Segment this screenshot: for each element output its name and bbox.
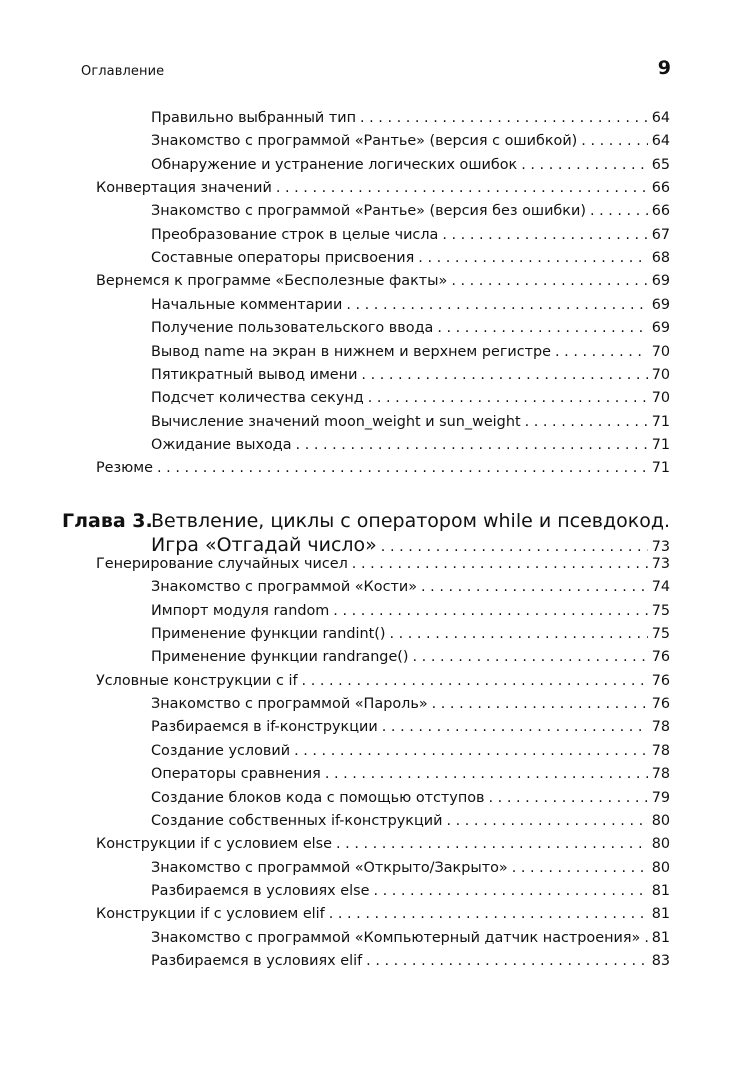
toc-subsection-entry[interactable] xyxy=(151,203,670,219)
toc-subsection-entry[interactable] xyxy=(151,649,670,665)
toc-entry-title: Вычисление значений moon_weight и sun_weight xyxy=(151,413,521,430)
toc-entry-title: Применение функции randrange() xyxy=(151,649,409,666)
leader-dots xyxy=(512,860,648,876)
leader-dots xyxy=(366,953,648,969)
leader-dots xyxy=(361,367,647,383)
toc-entry-page: 78 xyxy=(651,766,670,783)
toc-subsection-entry[interactable] xyxy=(151,930,670,946)
toc-subsection-entry[interactable] xyxy=(151,320,670,336)
toc-subsection-entry[interactable] xyxy=(151,367,670,383)
leader-dots xyxy=(276,180,648,196)
toc-entry-title: Начальные комментарии xyxy=(151,296,343,313)
page-number: 9 xyxy=(657,57,671,79)
leader-dots xyxy=(525,414,648,430)
toc-section-entry[interactable] xyxy=(96,673,670,689)
leader-dots xyxy=(437,320,647,336)
toc-section-entry[interactable] xyxy=(96,556,670,572)
toc-entry-page: 66 xyxy=(651,180,670,197)
leader-dots xyxy=(644,930,647,946)
leader-dots xyxy=(302,673,648,689)
toc-entry-title: Знакомство с программой «Кости» xyxy=(151,579,418,596)
toc-entry-page: 80 xyxy=(651,859,670,876)
leader-dots xyxy=(373,883,647,899)
leader-dots xyxy=(336,836,648,852)
leader-dots xyxy=(590,203,648,219)
toc-section-entry[interactable] xyxy=(96,460,670,476)
toc-subsection-entry[interactable] xyxy=(151,696,670,712)
chapter-title-line-2: Игра «Отгадай число» xyxy=(151,534,377,556)
toc-entry-page: 79 xyxy=(651,789,670,806)
toc-entry-title: Конструкции if с условием elif xyxy=(96,906,325,923)
toc-entry-page: 78 xyxy=(651,742,670,759)
toc-entry-page: 75 xyxy=(651,626,670,643)
toc-entry-page: 69 xyxy=(651,320,670,337)
toc-entry-page: 69 xyxy=(651,296,670,313)
chapter-page: 73 xyxy=(651,539,670,555)
leader-dots xyxy=(451,273,647,289)
toc-subsection-entry[interactable] xyxy=(151,414,670,430)
toc-entry-page: 73 xyxy=(651,556,670,572)
toc-subsection-entry[interactable] xyxy=(151,813,670,829)
running-header-section: Оглавление xyxy=(81,64,165,79)
toc-entry-title: Конструкции if с условием else xyxy=(96,836,333,853)
toc-entry-title: Разбираемся в if-конструкции xyxy=(151,719,378,736)
toc-subsection-entry[interactable] xyxy=(151,860,670,876)
leader-dots xyxy=(360,110,648,126)
toc-entry-title: Получение пользовательского ввода xyxy=(151,320,434,337)
toc-entry-page: 83 xyxy=(651,952,670,969)
chapter-title-line-1: Ветвление, циклы с оператором while и псевдокод. xyxy=(151,510,671,532)
toc-entry-title: Знакомство с программой «Рантье» (версия с ошибкой) xyxy=(151,133,578,150)
leader-dots xyxy=(329,906,648,922)
toc-entry-title: Ожидание выхода xyxy=(151,436,292,453)
leader-dots xyxy=(389,626,647,642)
toc-entry-title: Создание условий xyxy=(151,742,291,759)
toc-subsection-entry[interactable] xyxy=(151,579,670,595)
toc-entry-page: 81 xyxy=(651,929,670,946)
leader-dots xyxy=(157,460,648,476)
toc-entry-title: Знакомство с программой «Пароль» xyxy=(151,696,428,713)
toc-subsection-entry[interactable] xyxy=(151,790,670,806)
toc-entry-page: 76 xyxy=(651,649,670,666)
toc-entry-page: 78 xyxy=(651,719,670,736)
toc-entry-title: Знакомство с программой «Рантье» (версия без ошибки) xyxy=(151,203,586,220)
toc-subsection-entry[interactable] xyxy=(151,133,670,149)
toc-subsection-entry[interactable] xyxy=(151,390,670,406)
toc-entry-title: Подсчет количества секунд xyxy=(151,390,364,407)
toc-subsection-entry[interactable] xyxy=(151,157,670,173)
toc-entry-title: Конвертация значений xyxy=(96,180,272,197)
toc-entry-page: 69 xyxy=(651,273,670,290)
toc-subsection-entry[interactable] xyxy=(151,110,670,126)
toc-subsection-entry[interactable] xyxy=(151,626,670,642)
toc-entry-title: Составные операторы присвоения xyxy=(151,250,415,267)
toc-entry-title: Преобразование строк в целые числа xyxy=(151,226,439,243)
toc-subsection-entry[interactable] xyxy=(151,766,670,782)
toc-entry-title: Пятикратный вывод имени xyxy=(151,366,358,383)
leader-dots xyxy=(296,437,648,453)
toc-entry-page: 70 xyxy=(651,390,670,407)
toc-entry-page: 74 xyxy=(651,579,670,596)
leader-dots xyxy=(489,790,648,806)
leader-dots xyxy=(555,344,648,360)
toc-entry-page: 76 xyxy=(651,672,670,689)
toc-entry-title: Создание блоков кода с помощью отступов xyxy=(151,789,485,806)
toc-entry-title: Разбираемся в условиях elif xyxy=(151,952,363,969)
leader-dots xyxy=(418,250,647,266)
toc-subsection-entry[interactable] xyxy=(151,883,670,899)
toc-entry-page: 71 xyxy=(651,436,670,453)
toc-entry-title: Генерирование случайных чисел xyxy=(96,556,348,572)
toc-entry-title: Импорт модуля random xyxy=(151,602,330,619)
toc-entry-page: 71 xyxy=(651,413,670,430)
toc-subsection-entry[interactable] xyxy=(151,953,670,969)
toc-entry-title: Знакомство с программой «Открыто/Закрыто» xyxy=(151,859,508,876)
leader-dots xyxy=(421,579,648,595)
toc-entry-title: Знакомство с программой «Компьютерный датчик настроения» xyxy=(151,929,641,946)
toc-entry-page: 70 xyxy=(651,366,670,383)
leader-dots xyxy=(333,603,647,619)
leader-dots xyxy=(521,157,647,173)
leader-dots xyxy=(346,297,647,313)
leader-dots xyxy=(325,766,648,782)
toc-subsection-entry[interactable] xyxy=(151,227,670,243)
toc-entry-title: Резюме xyxy=(96,460,154,477)
toc-entry-page: 71 xyxy=(651,460,670,477)
leader-dots xyxy=(352,556,648,572)
toc-subsection-entry[interactable] xyxy=(151,297,670,313)
toc-entry-page: 80 xyxy=(651,836,670,853)
toc-entry-title: Вывод name на экран в нижнем и верхнем регистре xyxy=(151,343,552,360)
toc-entry-page: 80 xyxy=(651,812,670,829)
toc-section-entry[interactable] xyxy=(96,273,670,289)
leader-dots xyxy=(382,719,648,735)
toc-entry-page: 76 xyxy=(651,696,670,713)
toc-entry-title: Применение функции randint() xyxy=(151,626,386,643)
leader-dots xyxy=(581,133,647,149)
toc-entry-page: 66 xyxy=(651,203,670,220)
leader-dots xyxy=(413,649,648,665)
toc-entry-title: Разбираемся в условиях else xyxy=(151,882,370,899)
toc-entry-title: Правильно выбранный тип xyxy=(151,110,356,126)
toc-entry-page: 70 xyxy=(651,343,670,360)
toc-section-entry[interactable] xyxy=(96,836,670,852)
toc-entry-title: Операторы сравнения xyxy=(151,766,321,783)
toc-entry-page: 64 xyxy=(651,133,670,150)
leader-dots xyxy=(432,696,648,712)
toc-entry-title: Условные конструкции с if xyxy=(96,672,298,689)
toc-subsection-entry[interactable] xyxy=(151,603,670,619)
leader-dots xyxy=(294,743,648,759)
toc-subsection-entry[interactable] xyxy=(151,719,670,735)
toc-subsection-entry[interactable] xyxy=(151,437,670,453)
toc-entry-title: Обнаружение и устранение логических ошибок xyxy=(151,156,518,173)
leader-dots xyxy=(446,813,647,829)
toc-subsection-entry[interactable] xyxy=(151,743,670,759)
toc-subsection-entry[interactable] xyxy=(151,344,670,360)
leader-dots xyxy=(442,227,647,243)
toc-entry-page: 81 xyxy=(651,882,670,899)
toc-entry-title: Вернемся к программе «Бесполезные факты» xyxy=(96,273,448,290)
toc-entry-page: 64 xyxy=(651,110,670,126)
toc-entry-title: Создание собственных if-конструкций xyxy=(151,812,443,829)
leader-dots xyxy=(368,390,648,406)
toc-entry-page: 65 xyxy=(651,156,670,173)
toc-section-entry[interactable] xyxy=(96,180,670,196)
toc-subsection-entry[interactable] xyxy=(151,250,670,266)
toc-entry-page: 75 xyxy=(651,602,670,619)
toc-section-entry[interactable] xyxy=(96,906,670,922)
chapter-number: Глава 3. xyxy=(62,510,153,532)
toc-entry-page: 68 xyxy=(651,250,670,267)
toc-entry-page: 81 xyxy=(651,906,670,923)
toc-entry-page: 67 xyxy=(651,226,670,243)
